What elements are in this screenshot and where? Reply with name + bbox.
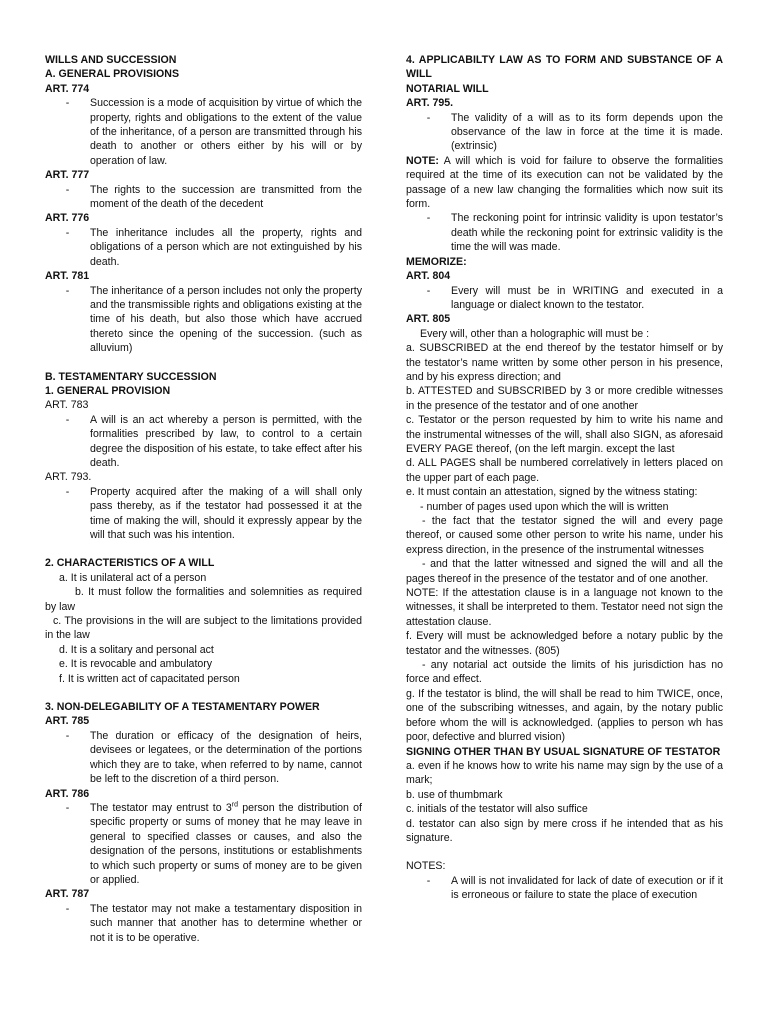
bullet-dash: -	[65, 902, 70, 915]
signing-item: c. initials of the testator will also suffice	[406, 803, 588, 816]
characteristic-item: f. It is written act of capacitated person	[59, 672, 240, 685]
article-text: A will is not invalidated for lack of date of execution or if it is erroneous or failure to state the place of execution	[451, 874, 723, 902]
article-text: The duration or efficacy of the designation of heirs, devisees or legatees, or the determination of the portions which they are to take, when referred to by name, cannot be left to the discretion of a third person.	[90, 729, 362, 786]
bullet-dash: -	[426, 874, 431, 887]
article-text-part: person the distribution of specific property or sums of money that he may leave in general to specified classes or causes, and also the designation of the persons, institutions or establishments to which such property or sums of money are to be given or applied.	[90, 801, 362, 886]
subsection-heading: 3. NON-DELEGABILITY OF A TESTAMENTARY POWER	[45, 701, 320, 714]
bullet-dash: -	[65, 97, 70, 110]
article-text: The reckoning point for intrinsic validity is upon testator’s death while the reckoning point for extrinsic validity is the time the will was made.	[451, 212, 723, 254]
article-heading: ART. 777	[45, 169, 90, 182]
bullet-dash: -	[65, 729, 70, 742]
requirement-subitem	[406, 514, 723, 557]
article-heading: ART. 783	[45, 399, 89, 412]
spacer	[45, 356, 362, 370]
list-item	[406, 284, 723, 313]
bullet-dash: -	[426, 212, 431, 225]
list-item	[45, 226, 362, 269]
notes-heading: NOTES:	[406, 860, 446, 873]
article-text	[90, 801, 362, 887]
characteristic-item	[45, 614, 362, 643]
subitem-text: - and that the latter witnessed and signed the will and all the pages thereof in the presence of the testator and of one another.	[406, 558, 723, 585]
requirement-item: e. It must contain an attestation, signed by the witness stating:	[406, 486, 698, 499]
article-text: The rights to the succession are transmitted from the moment of the death of the decedent	[90, 183, 362, 211]
section-heading: B. TESTAMENTARY SUCCESSION	[45, 370, 217, 383]
requirement-item: b. ATTESTED and SUBSCRIBED by 3 or more credible witnesses in the presence of the testator and of one another	[406, 385, 723, 412]
list-item	[45, 413, 362, 471]
characteristic-item: d. It is a solitary and personal act	[59, 643, 214, 656]
article-heading: ART. 785	[45, 715, 90, 728]
bullet-dash: -	[65, 801, 70, 814]
article-text: Property acquired after the making of a will shall only pass thereby, as if the testator had possessed it at the time of making the will, should it expressly appear by the will that such was his intention.	[90, 485, 362, 541]
bullet-dash: -	[65, 183, 70, 196]
article-text: The inheritance of a person includes not only the property and the transmissible rights and obligations existing at the time of his death, but also those which have accrued thereto since the opening of the succession. (such as alluvium)	[90, 284, 362, 355]
list-item	[45, 729, 362, 787]
list-item	[406, 874, 723, 903]
requirement-item: c. Testator or the person requested by him to write his name and the instrumental witnesses of the will, shall also SIGN, as aforesaid EVERY PAGE thereof, (on the left margin. except the last	[406, 414, 723, 455]
note-text: A will which is void for failure to observe the formalities required at the time of its execution can not be validated by the passage of a new law changing the formalities which now suit its form.	[406, 154, 723, 211]
subsection-heading: 4. APPLICABILTY LAW AS TO FORM AND SUBSTANCE OF A WILL	[406, 54, 723, 81]
article-heading: ART. 786	[45, 787, 90, 800]
signing-item: a. even if he knows how to write his name may sign by the use of a mark;	[406, 759, 723, 787]
article-heading: ART. 774	[45, 82, 90, 95]
list-item	[45, 96, 362, 168]
spacer	[406, 845, 723, 859]
article-text: A will is an act whereby a person is permitted, with the formalities prescribed by law, to control to a certain degree the disposition of his estate, to take effect after his death.	[90, 413, 362, 469]
spacer	[45, 542, 362, 556]
signing-item: d. testator can also sign by mere cross if he intended that as his signature.	[406, 817, 723, 844]
note-paragraph	[406, 154, 723, 212]
subitem-text: - the fact that the testator signed the will and every page thereof, or caused some other person to write his name, under his express direction, in the presence of the instrumental witnesses	[406, 515, 723, 556]
list-item	[406, 111, 723, 154]
section-heading: SIGNING OTHER THAN BY USUAL SIGNATURE OF TESTATOR	[406, 745, 721, 758]
signing-item: b. use of thumbmark	[406, 788, 503, 801]
bullet-dash: -	[65, 485, 70, 498]
article-text: The testator may not make a testamentary disposition in such manner that another has to determine whether or not it is to be operative.	[90, 902, 362, 944]
article-heading: ART. 795.	[406, 97, 454, 110]
section-heading: A. GENERAL PROVISIONS	[45, 68, 180, 81]
characteristic-item	[45, 585, 362, 614]
subsection-heading: 1. GENERAL PROVISION	[45, 384, 171, 397]
bullet-dash: -	[65, 226, 70, 239]
article-text-part: The testator may entrust to 3	[90, 801, 232, 814]
requirement-subitem	[406, 658, 723, 687]
characteristic-item: a. It is unilateral act of a person	[59, 571, 207, 584]
subsection-heading: 2. CHARACTERISTICS OF A WILL	[45, 557, 215, 570]
article-text: The inheritance includes all the property, rights and obligations of a person which are not extinguished by his death.	[90, 226, 362, 268]
article-intro: Every will, other than a holographic will must be :	[420, 327, 650, 340]
article-heading: ART. 804	[406, 270, 451, 283]
article-heading: ART. 781	[45, 270, 90, 283]
article-heading: ART. 776	[45, 212, 90, 225]
subitem-text: - any notarial act outside the limits of his jurisdiction has no force and effect.	[406, 659, 723, 686]
requirement-item: g. If the testator is blind, the will shall be read to him TWICE, once, one of the subscribing witnesses, and again, by the notary public before whom the will is acknowledged. (applies to person wh has poor, defective and blurred vision)	[406, 687, 723, 744]
characteristic-text: c. The provisions in the will are subject to the limitations provided in the law	[45, 615, 362, 642]
note-paragraph: NOTE: If the attestation clause is in a language not known to the witnesses, it shall be interpreted to them. Testator need not sign the attestation clause.	[406, 587, 723, 628]
list-item	[45, 801, 362, 887]
requirement-item: f. Every will must be acknowledged before a notary public by the testator and the witnesses. (805)	[406, 630, 723, 657]
requirement-subitem	[406, 557, 723, 586]
article-text: Every will must be in WRITING and executed in a language or dialect known to the testator.	[451, 284, 723, 311]
bullet-dash: -	[65, 413, 70, 426]
note-label: NOTE:	[406, 154, 439, 167]
requirement-item: d. ALL PAGES shall be numbered correlatively in letters placed on the upper part of each page.	[406, 457, 723, 484]
left-column	[45, 53, 362, 945]
spacer	[45, 686, 362, 700]
characteristic-item: e. It is revocable and ambulatory	[59, 658, 213, 671]
ordinal-suffix: rd	[231, 801, 238, 809]
article-heading: ART. 793.	[45, 471, 92, 484]
article-heading: ART. 787	[45, 888, 90, 901]
doc-title: WILLS AND SUCCESSION	[45, 54, 177, 66]
list-item	[45, 183, 362, 212]
list-item	[45, 284, 362, 356]
requirement-item: a. SUBSCRIBED at the end thereof by the testator himself or by the testator’s name written by some other person in his presence, and by his express direction; and	[406, 342, 723, 383]
bullet-dash: -	[426, 284, 431, 297]
article-text: The validity of a will as to its form depends upon the observance of the law in force at the time it is made. (extrinsic)	[451, 111, 723, 153]
requirement-subitem: - number of pages used upon which the will is written	[420, 500, 669, 513]
characteristic-text: b. It must follow the formalities and solemnities as required by law	[45, 586, 362, 613]
section-heading: NOTARIAL WILL	[406, 82, 489, 95]
list-item	[406, 211, 723, 254]
bullet-dash: -	[65, 284, 70, 297]
list-item	[45, 902, 362, 945]
bullet-dash: -	[426, 111, 431, 124]
article-heading: ART. 805	[406, 313, 451, 326]
right-column	[406, 53, 723, 903]
list-item	[45, 485, 362, 543]
section-heading: MEMORIZE:	[406, 255, 467, 268]
article-text: Succession is a mode of acquisition by virtue of which the property, rights and obligations to the extent of the value of the inheritance, of a person are transmitted through his death to another or others either by his will or by operation of law.	[90, 97, 362, 167]
